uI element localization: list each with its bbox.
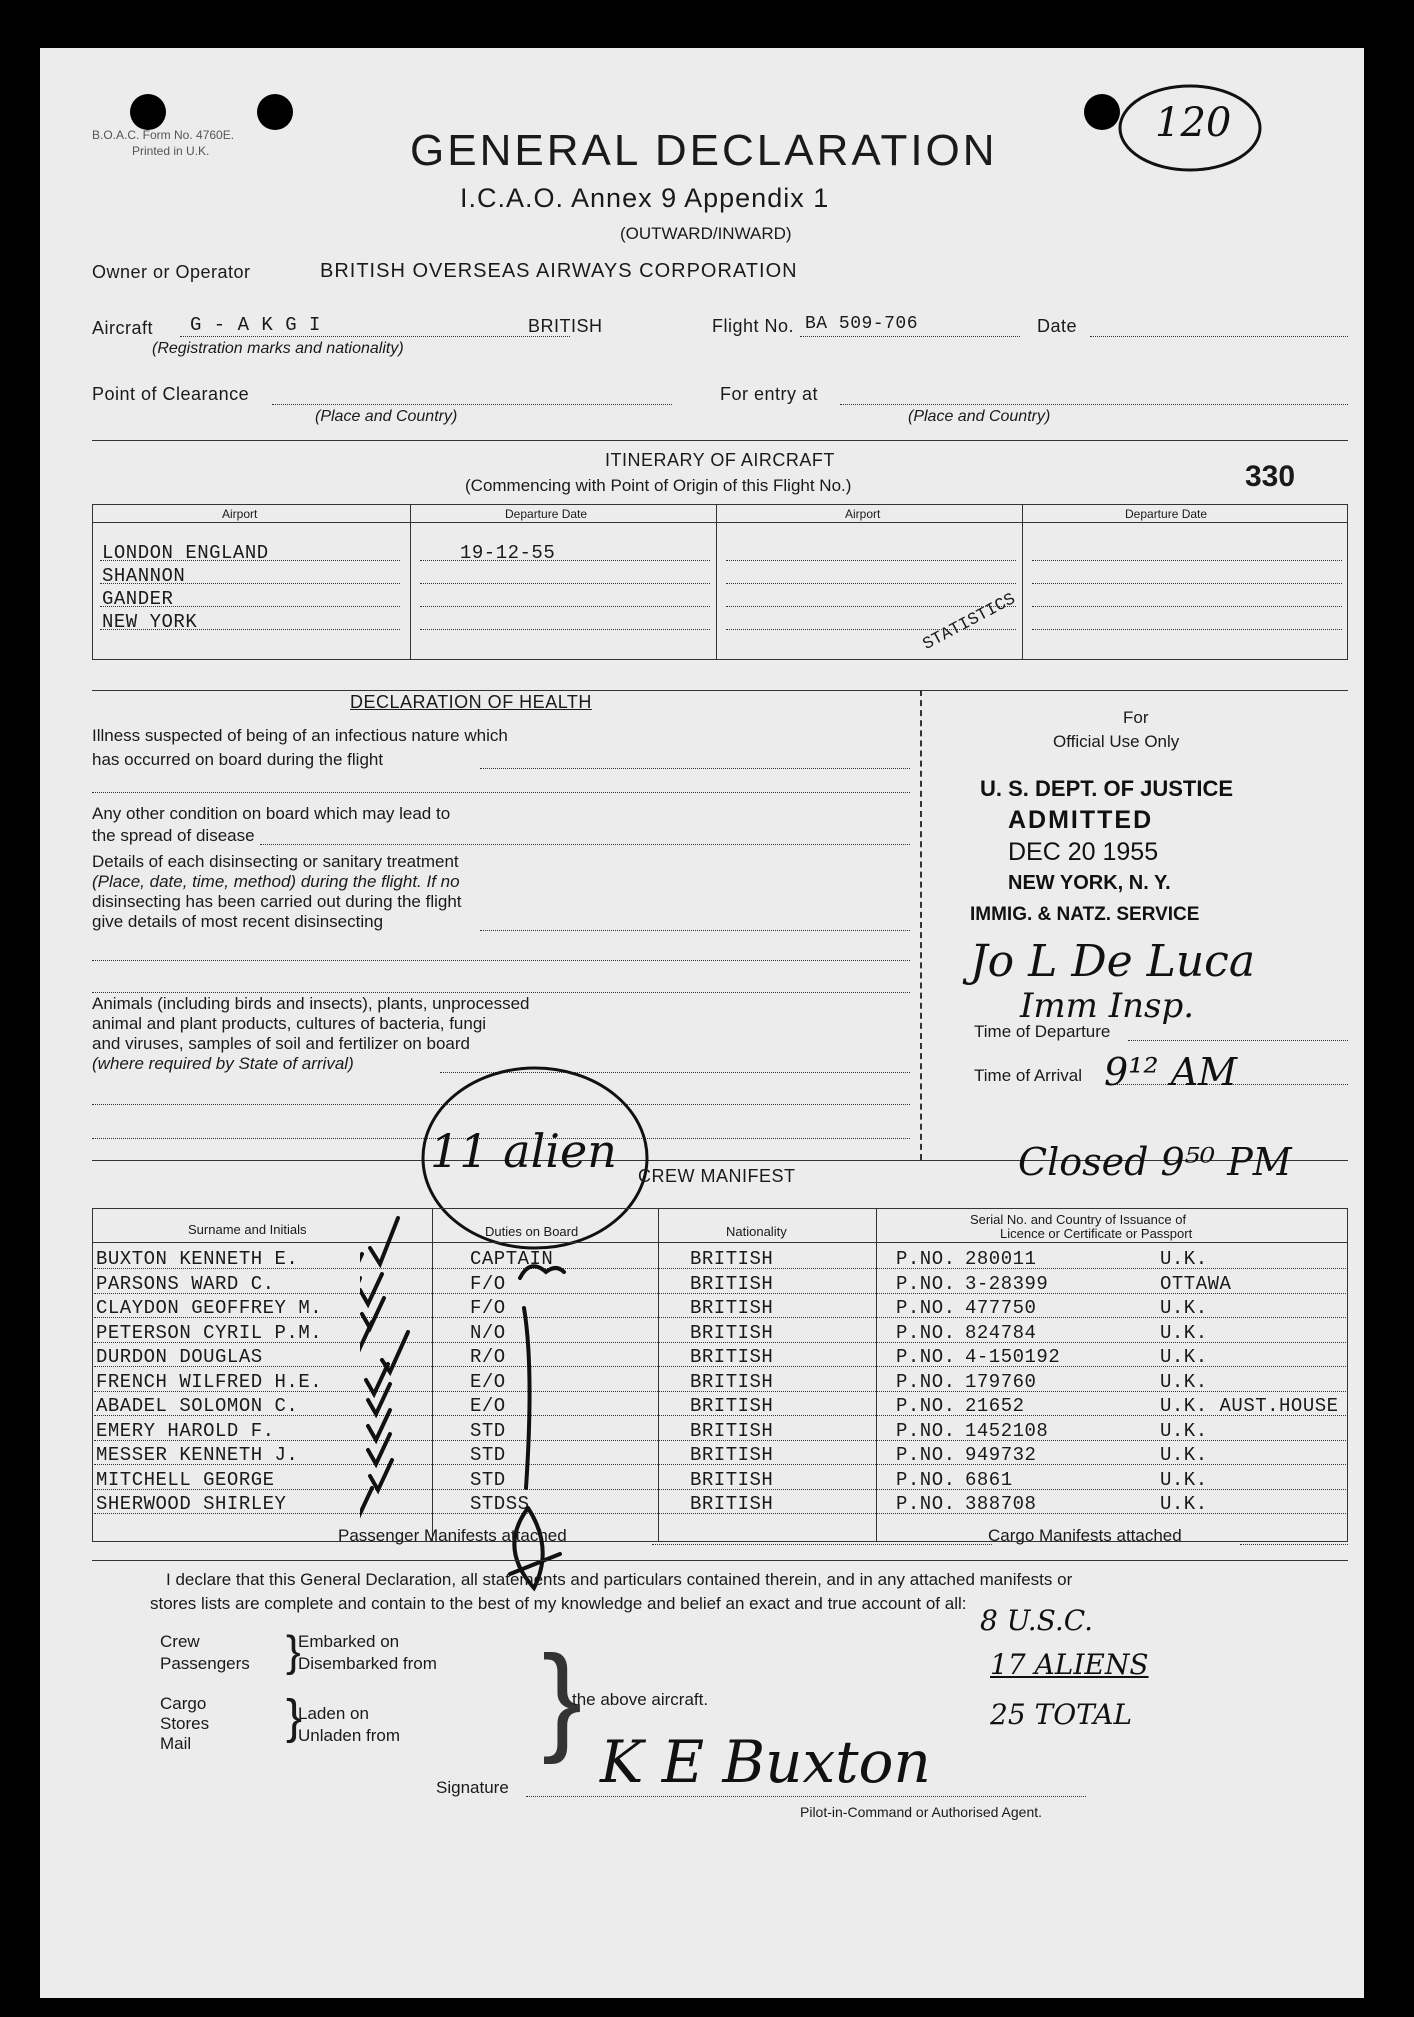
aircraft-nationality: BRITISH bbox=[528, 316, 603, 336]
crew-nationality: BRITISH bbox=[690, 1444, 774, 1466]
crew-pno: P.NO. bbox=[896, 1346, 956, 1368]
aircraft-caption: (Registration marks and nationality) bbox=[152, 340, 404, 357]
health-q4-line4: (where required by State of arrival) bbox=[92, 1054, 354, 1073]
col-serial-1: Serial No. and Country of Issuance of bbox=[970, 1212, 1187, 1227]
col-serial-2: Licence or Certificate or Passport bbox=[1000, 1226, 1193, 1241]
crew-serial: 477750 bbox=[965, 1297, 1037, 1319]
entry-label: For entry at bbox=[720, 384, 819, 404]
itinerary-subtitle: (Commencing with Point of Origin of this Flight No.) bbox=[465, 476, 852, 495]
stamp-admitted: ADMITTED bbox=[1008, 806, 1154, 834]
crew-row-line bbox=[94, 1342, 1346, 1343]
count-aliens: 17 ALIENS bbox=[990, 1648, 1149, 1681]
crew-nationality: BRITISH bbox=[690, 1321, 774, 1344]
crew-check-marks bbox=[360, 1178, 700, 1618]
direction: (OUTWARD/INWARD) bbox=[620, 224, 792, 243]
crew-name: MESSER KENNETH J. bbox=[96, 1444, 299, 1466]
crew-nationality: BRITISH bbox=[690, 1468, 774, 1491]
health-q4-line1: Animals (including birds and insects), plants, unprocessed bbox=[92, 994, 530, 1013]
crew-country: OTTAWA bbox=[1160, 1272, 1232, 1295]
crew-row-line bbox=[94, 1268, 1346, 1269]
itinerary-airport-2: SHANNON bbox=[102, 565, 186, 587]
crew-duty: STD bbox=[470, 1419, 506, 1442]
stamp-dept: U. S. DEPT. OF JUSTICE bbox=[980, 776, 1234, 801]
group2-stores: Stores bbox=[160, 1714, 210, 1733]
col-departure-1: Departure Date bbox=[505, 507, 588, 521]
document-page bbox=[40, 48, 1364, 1998]
health-q1-line2: has occurred on board during the flight bbox=[92, 750, 384, 769]
flight-label: Flight No. bbox=[712, 316, 795, 336]
crew-duty: E/O bbox=[470, 1370, 506, 1393]
crew-duty: CAPTAIN bbox=[470, 1248, 554, 1270]
statistics-stamp: STATISTICS bbox=[920, 590, 1020, 655]
crew-serial: 4-150192 bbox=[965, 1346, 1061, 1368]
punch-hole bbox=[130, 94, 166, 130]
date-label: Date bbox=[1037, 316, 1078, 336]
itinerary-title: ITINERARY OF AIRCRAFT bbox=[605, 450, 835, 470]
form-subtitle: I.C.A.O. Annex 9 Appendix 1 bbox=[460, 183, 830, 213]
crew-duty: STDSS bbox=[470, 1493, 530, 1515]
health-q3-line3: disinsecting has been carried out during the flight bbox=[92, 892, 462, 911]
group1-disembarked: Disembarked from bbox=[298, 1654, 437, 1673]
crew-country: U.K. bbox=[1160, 1346, 1208, 1368]
crew-country: U.K. bbox=[1160, 1468, 1208, 1491]
crew-pno: P.NO. bbox=[896, 1272, 956, 1295]
health-q4-line2: animal and plant products, cultures of bacteria, fungi bbox=[92, 1014, 487, 1033]
owner-value: BRITISH OVERSEAS AIRWAYS CORPORATION bbox=[320, 260, 798, 282]
crew-row-line bbox=[94, 1317, 1346, 1318]
clearance-label: Point of Clearance bbox=[92, 384, 250, 404]
group1-crew: Crew bbox=[160, 1632, 200, 1651]
health-q2-line2: the spread of disease bbox=[92, 826, 255, 845]
crew-country: U.K. bbox=[1160, 1444, 1208, 1466]
crew-row-line bbox=[94, 1366, 1346, 1367]
crew-row-line bbox=[94, 1489, 1346, 1490]
crew-pno: P.NO. bbox=[896, 1297, 956, 1319]
col-nationality: Nationality bbox=[726, 1224, 787, 1239]
crew-name: DURDON DOUGLAS bbox=[96, 1346, 263, 1368]
col-airport-1: Airport bbox=[222, 507, 258, 521]
crew-row-line bbox=[94, 1415, 1346, 1416]
form-title: GENERAL DECLARATION bbox=[410, 126, 998, 175]
clearance-caption: (Place and Country) bbox=[315, 408, 458, 425]
crew-serial: 949732 bbox=[965, 1444, 1037, 1466]
crew-country: U.K. bbox=[1160, 1321, 1208, 1344]
declaration-text-1: I declare that this General Declaration, all statements and particulars contained therein, and in any attached manifests or bbox=[166, 1570, 1073, 1589]
crew-country: U.K. bbox=[1160, 1297, 1208, 1319]
aircraft-registration: G - A K G I bbox=[190, 314, 321, 336]
crew-row-line bbox=[94, 1391, 1346, 1392]
health-q3-line1: Details of each disinsecting or sanitary treatment bbox=[92, 852, 459, 871]
crew-name: SHERWOOD SHIRLEY bbox=[96, 1493, 287, 1515]
crew-name: ABADEL SOLOMON C. bbox=[96, 1395, 299, 1417]
itinerary-airport-3: GANDER bbox=[102, 588, 174, 610]
crew-serial: 21652 bbox=[965, 1395, 1025, 1417]
crew-serial: 280011 bbox=[965, 1248, 1037, 1270]
group2-mail: Mail bbox=[160, 1734, 192, 1753]
group2-unladen: Unladen from bbox=[298, 1726, 401, 1745]
departure-label: Time of Departure bbox=[974, 1022, 1111, 1041]
stamp-service: IMMIG. & NATZ. SERVICE bbox=[970, 904, 1200, 925]
passenger-manifests: Passenger Manifests attached bbox=[338, 1526, 567, 1545]
group2-cargo: Cargo bbox=[160, 1694, 207, 1713]
health-q2-line1: Any other condition on board which may lead to bbox=[92, 804, 451, 823]
crew-pno: P.NO. bbox=[896, 1493, 956, 1515]
crew-nationality: BRITISH bbox=[690, 1346, 774, 1368]
crew-duty: R/O bbox=[470, 1346, 506, 1368]
crew-pno: P.NO. bbox=[896, 1468, 956, 1491]
crew-row-line bbox=[94, 1440, 1346, 1441]
big-brace: } bbox=[542, 1631, 583, 1765]
signature-caption: Pilot-in-Command or Authorised Agent. bbox=[800, 1804, 1043, 1820]
entry-caption: (Place and Country) bbox=[908, 408, 1051, 425]
crew-serial: 3-28399 bbox=[965, 1272, 1049, 1295]
punch-hole bbox=[257, 94, 293, 130]
crew-nationality: BRITISH bbox=[690, 1395, 774, 1417]
itinerary-number: 330 bbox=[1245, 460, 1296, 493]
group1-brace: } bbox=[286, 1627, 301, 1676]
arrival-value: 9¹² AM bbox=[1104, 1050, 1238, 1094]
crew-nationality: BRITISH bbox=[690, 1297, 774, 1319]
crew-serial: 6861 bbox=[965, 1468, 1013, 1491]
crew-pno: P.NO. bbox=[896, 1248, 956, 1270]
crew-pno: P.NO. bbox=[896, 1321, 956, 1344]
crew-pno: P.NO. bbox=[896, 1370, 956, 1393]
crew-nationality: BRITISH bbox=[690, 1248, 774, 1270]
crew-nationality: BRITISH bbox=[690, 1272, 774, 1295]
inspector-title: Imm Insp. bbox=[1020, 986, 1195, 1026]
aircraft-label: Aircraft bbox=[92, 318, 154, 338]
crew-duty: F/O bbox=[470, 1297, 506, 1319]
crew-country: U.K. bbox=[1160, 1370, 1208, 1393]
col-departure-2: Departure Date bbox=[1125, 507, 1208, 521]
crew-pno: P.NO. bbox=[896, 1444, 956, 1466]
form-number: B.O.A.C. Form No. 4760E. bbox=[92, 128, 235, 142]
crew-name: BUXTON KENNETH E. bbox=[96, 1248, 299, 1270]
closed-note: Closed 9⁵⁰ PM bbox=[1018, 1140, 1292, 1184]
flight-value: BA 509-706 bbox=[805, 314, 919, 334]
group2-laden: Laden on bbox=[298, 1704, 369, 1723]
crew-name: MITCHELL GEORGE bbox=[96, 1468, 275, 1491]
health-q3-line4: give details of most recent disinsecting bbox=[92, 912, 384, 931]
declaration-text-2: stores lists are complete and contain to the best of my knowledge and belief an exact and true account of all: bbox=[150, 1594, 967, 1613]
crew-serial: 1452108 bbox=[965, 1419, 1049, 1442]
itinerary-table bbox=[92, 504, 1348, 660]
crew-nationality: BRITISH bbox=[690, 1370, 774, 1393]
group1-passengers: Passengers bbox=[160, 1654, 250, 1673]
crew-serial: 824784 bbox=[965, 1321, 1037, 1344]
crew-row-line bbox=[94, 1513, 1346, 1514]
crew-pno: P.NO. bbox=[896, 1395, 956, 1417]
crew-name: PARSONS WARD C. bbox=[96, 1272, 275, 1295]
crew-serial: 179760 bbox=[965, 1370, 1037, 1393]
stamp-city: NEW YORK, N. Y. bbox=[1008, 872, 1171, 894]
crew-name: CLAYDON GEOFFREY M. bbox=[96, 1297, 323, 1319]
crew-name: EMERY HAROLD F. bbox=[96, 1419, 275, 1442]
crew-country: U.K. bbox=[1160, 1493, 1208, 1515]
arrival-label: Time of Arrival bbox=[974, 1066, 1083, 1085]
count-total: 25 TOTAL bbox=[990, 1698, 1133, 1731]
itinerary-airport-1: LONDON ENGLAND bbox=[102, 542, 269, 564]
health-q4-line3: and viruses, samples of soil and fertilizer on board bbox=[92, 1034, 470, 1053]
above-aircraft: the above aircraft. bbox=[572, 1690, 709, 1709]
crew-duty: N/O bbox=[470, 1321, 506, 1344]
group2-brace: } bbox=[286, 1691, 303, 1744]
health-q1-line1: Illness suspected of being of an infectious nature which bbox=[92, 726, 508, 745]
inspector-signature: Jo L De Luca bbox=[970, 936, 1256, 987]
crew-row-line bbox=[94, 1293, 1346, 1294]
crew-country: U.K. bbox=[1160, 1419, 1208, 1442]
official-subtitle: Official Use Only bbox=[1053, 732, 1180, 751]
page-number: 120 bbox=[1155, 100, 1232, 146]
crew-country: U.K. bbox=[1160, 1248, 1208, 1270]
itinerary-airport-4: NEW YORK bbox=[102, 611, 198, 633]
crew-duty: STD bbox=[470, 1468, 506, 1491]
health-title: DECLARATION OF HEALTH bbox=[350, 692, 592, 712]
crew-row-line bbox=[94, 1464, 1346, 1465]
col-airport-2: Airport bbox=[845, 507, 881, 521]
crew-serial: 388708 bbox=[965, 1493, 1037, 1515]
crew-nationality: BRITISH bbox=[690, 1419, 774, 1442]
official-title: For bbox=[1123, 708, 1149, 727]
col-duties: Duties on Board bbox=[485, 1224, 579, 1239]
captain-signature: K E Buxton bbox=[600, 1728, 931, 1796]
crew-nationality: BRITISH bbox=[690, 1493, 774, 1515]
stamp-date: DEC 20 1955 bbox=[1008, 838, 1159, 866]
crew-duty: E/O bbox=[470, 1395, 506, 1417]
col-name: Surname and Initials bbox=[188, 1222, 307, 1237]
crew-title: CREW MANIFEST bbox=[638, 1166, 796, 1186]
crew-name: PETERSON CYRIL P.M. bbox=[96, 1321, 323, 1344]
crew-name: FRENCH WILFRED H.E. bbox=[96, 1370, 323, 1393]
crew-duty: STD bbox=[470, 1444, 506, 1466]
crew-duty: F/O bbox=[470, 1272, 506, 1295]
owner-label: Owner or Operator bbox=[92, 262, 251, 282]
count-usc: 8 U.S.C. bbox=[980, 1604, 1094, 1637]
group1-embarked: Embarked on bbox=[298, 1632, 400, 1651]
itinerary-departure-date: 19-12-55 bbox=[460, 542, 556, 564]
printed-in: Printed in U.K. bbox=[132, 144, 210, 158]
alien-note: 11 alien bbox=[430, 1124, 617, 1178]
signature-label: Signature bbox=[436, 1778, 509, 1797]
health-q3-line2: (Place, date, time, method) during the flight. If no bbox=[92, 872, 460, 891]
crew-pno: P.NO. bbox=[896, 1419, 956, 1442]
cargo-manifests: Cargo Manifests attached bbox=[988, 1526, 1182, 1545]
crew-country: U.K. AUST.HOUSE bbox=[1160, 1395, 1339, 1417]
